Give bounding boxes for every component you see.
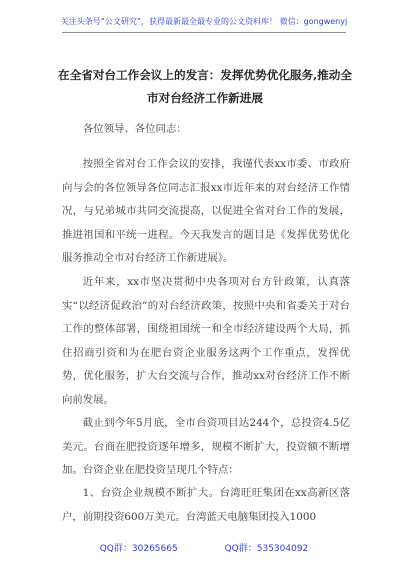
title-line-2: 市对台经济工作新进展	[147, 91, 263, 105]
title-line-1: 在全省对台工作会议上的发言：发挥优势优化服务,推动全	[58, 68, 352, 82]
footer-qq-group-2: QQ群：535304092	[224, 544, 309, 554]
body-paragraph-2: 近年来，xx市坚决贯彻中央各项对台方针政策，认真落实“以经济促政治”的对台经济政策，按照中央和省委关于对台工作的整体部署，围绕祖国统一和全市经济建设两个大局，抓住招商引资和为在肥台资企业服务这两个工作重点，发挥优势，优化服务，扩大台交流与合作，推动xx对台经济工作不断向前发展。	[62, 276, 350, 406]
body-paragraph-4: 1、台资企业规模不断扩大。台湾旺旺集团在xx高新区落户，前期投资600万美元。台湾蓝天电脑集团投入1000	[62, 487, 350, 523]
salutation: 各位领导、各位同志：	[82, 123, 187, 135]
footer-qq-group-1: QQ群：30265665	[99, 544, 178, 554]
body-paragraph-1: 按照全省对台工作会议的安排，我谨代表xx市委、市政府向与会的各位领导各位同志汇报xx市近年来的对台经济工作情况，与兄弟城市共同交流提高，以促进全省对台工作的发展，推进祖国和平统一进程。今天我发言的题目是《发挥优势优化服务推动全市对台经济工作新进展》。	[62, 158, 350, 264]
body-paragraph-3: 截止到今年5月底，全市台资项目达244个，总投资4.5亿美元。台商在肥投资逐年增多，规模不断扩大，投资额不断增加。台资企业在肥投资呈现几个特点：	[62, 417, 350, 476]
document-title	[56, 64, 354, 110]
header-divider	[62, 32, 346, 33]
header-banner: 关注头条号“公文研究”，获得最新最全最专业的公文资料库！ 微信：gongwenyj	[60, 17, 348, 26]
footer-contacts	[0, 541, 408, 554]
